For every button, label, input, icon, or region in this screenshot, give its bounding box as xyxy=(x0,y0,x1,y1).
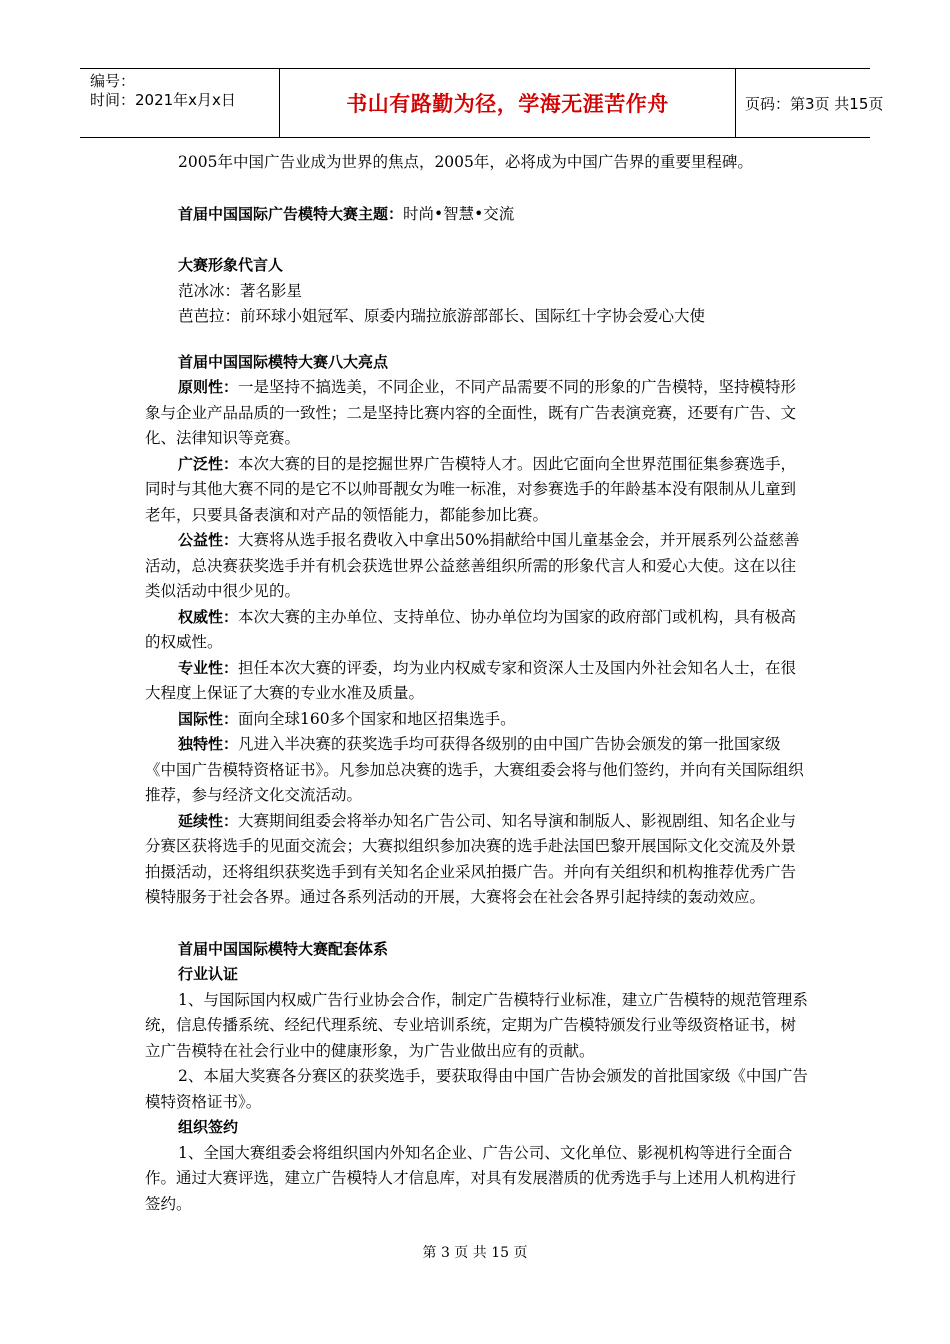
highlight-label: 延续性： xyxy=(178,811,239,830)
header-number: 编号： xyxy=(90,72,136,90)
theme-line xyxy=(145,202,810,228)
theme-value: 时尚•智慧•交流 xyxy=(403,204,515,223)
highlight-label: 广泛性： xyxy=(178,454,239,473)
highlight-label: 原则性： xyxy=(178,378,239,396)
highlight-text: 凡进入半决赛的获奖选手均可获得各级别的由中国广告协会颁发的第一批国家级《中国广告模特资格证书》。凡参加总决赛的选手，大赛组委会将与他们签约，并向有关国际组织推荐，参与经济文化交流活动。 xyxy=(145,735,804,804)
system-heading: 首届中国国际模特大赛配套体系 xyxy=(178,939,389,958)
header-meta xyxy=(80,69,280,137)
highlights-heading: 首届中国国际模特大赛八大亮点 xyxy=(178,352,389,371)
system-item: 1、全国大赛组委会将组织国内外知名企业、广告公司、文化单位、影视机构等进行全面合作。通过大赛评选，建立广告模特人才信息库，对具有发展潜质的优秀选手与上述用人机构进行签约。 xyxy=(145,1143,797,1213)
spokesperson-heading: 大赛形象代言人 xyxy=(178,256,284,274)
spokesperson-line: 范冰冰：著名影星 xyxy=(178,281,303,300)
header-motto: 书山有路勤为径，学海无涯苦作舟 xyxy=(346,92,669,116)
highlight-text: 一是坚持不搞选美，不同企业，不同产品需要不同的形象的广告模特，坚持模特形象与企业产品品质的一致性；二是坚持比赛内容的全面性，既有广告表演竞赛，还要有广告、文化、法律知识等竞赛。 xyxy=(145,378,797,447)
highlight-item xyxy=(145,809,810,911)
spokesperson-line: 芭芭拉：前环球小姐冠军、原委内瑞拉旅游部部长、国际红十字协会爱心大使 xyxy=(178,307,706,325)
page-header xyxy=(80,68,884,138)
page-footer: 第 3 页 共 15 页 xyxy=(422,1245,528,1261)
system-item: 1、与国际国内权威广告行业协会合作，制定广告模特行业标准，建立广告模特的规范管理系统，信息传播系统、经纪代理系统、专业培训系统，定期为广告模特颁发行业等级资格证书，树立广告模特在社会行业中的健康形象，为广告业做出应有的贡献。 xyxy=(145,990,808,1060)
highlight-text: 本次大赛的目的是挖掘世界广告模特人才。因此它面向全世界范围征集参赛选手，同时与其他大赛不同的是它不以帅哥靓女为唯一标准，对参赛选手的年龄基本没有限制从儿童到老年，只要具备表演和对产品的领悟能力，都能参加比赛。 xyxy=(145,454,797,524)
highlight-label: 权威性： xyxy=(178,607,239,626)
highlight-label: 专业性： xyxy=(178,658,239,677)
document-body xyxy=(145,150,810,1217)
highlight-item xyxy=(145,732,810,809)
highlight-item xyxy=(145,528,810,605)
highlight-item xyxy=(145,707,810,733)
system-subheading: 行业认证 xyxy=(178,965,239,983)
highlight-text: 大赛将从选手报名费收入中拿出50%捐献给中国儿童基金会，并开展系列公益慈善活动，总决赛获奖选手并有机会获选世界公益慈善组织所需的形象代言人和爱心大使。这在以往类似活动中很少见的。 xyxy=(145,531,800,600)
header-time: 时间：2021年x月x日 xyxy=(90,91,236,109)
highlight-label: 独特性： xyxy=(178,735,239,753)
highlight-text: 大赛期间组委会将举办知名广告公司、知名导演和制版人、影视剧组、知名企业与分赛区获将选手的见面交流会；大赛拟组织参加决赛的选手赴法国巴黎开展国际文化交流及外景拍摄活动，还将组织获奖选手到有关知名企业采风拍摄广告。并向有关组织和机构推荐优秀广告模特服务于社会各界。通过各系列活动的开展，大赛将会在社会各界引起持续的轰动效应。 xyxy=(145,811,797,906)
system-subheading: 组织签约 xyxy=(178,1118,239,1136)
highlight-label: 国际性： xyxy=(178,709,239,728)
highlight-text: 担任本次大赛的评委，均为业内权威专家和资深人士及国内外社会知名人士，在很大程度上保证了大赛的专业水准及质量。 xyxy=(145,658,797,702)
highlight-label: 公益性： xyxy=(178,531,239,549)
highlight-item xyxy=(145,452,810,529)
header-page-number: 页码：第3页 共15页 xyxy=(745,94,884,113)
highlight-item xyxy=(145,605,810,656)
theme-label: 首届中国国际广告模特大赛主题： xyxy=(178,204,404,223)
system-item: 2、本届大奖赛各分赛区的获奖选手，要获取得由中国广告协会颁发的首批国家级《中国广告模特资格证书》。 xyxy=(145,1067,808,1111)
intro-paragraph: 2005年中国广告业成为世界的焦点，2005年，必将成为中国广告界的重要里程碑。 xyxy=(178,153,753,171)
highlight-item xyxy=(145,656,810,707)
header-motto-cell xyxy=(280,69,736,137)
highlight-item xyxy=(145,375,810,452)
highlight-text: 本次大赛的主办单位、支持单位、协办单位均为国家的政府部门或机构，具有极高的权威性。 xyxy=(145,607,797,651)
highlight-text: 面向全球160多个国家和地区招集选手。 xyxy=(238,709,516,728)
